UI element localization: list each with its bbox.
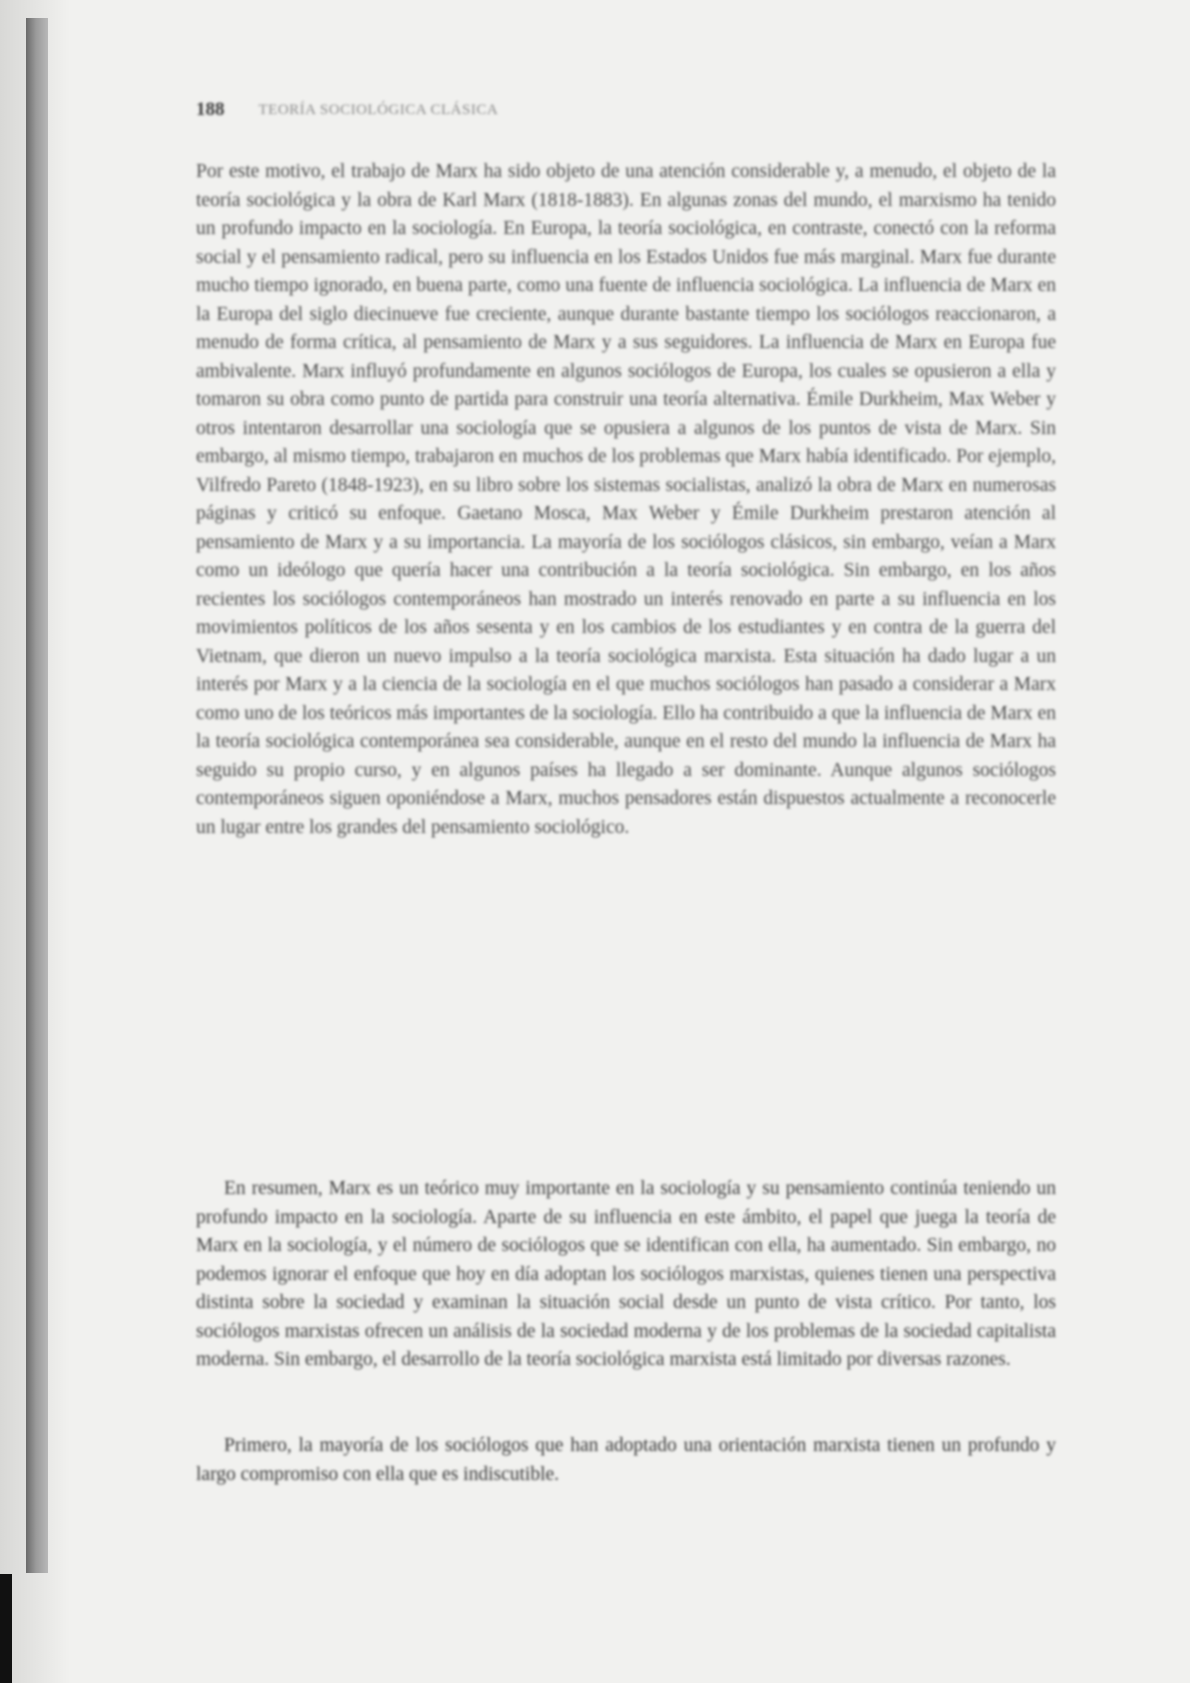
running-title: TEORÍA SOCIOLÓGICA CLÁSICA bbox=[258, 101, 499, 118]
paragraph: Primero, la mayoría de los sociólogos que han adoptado una orientación marxista tienen un profundo y largo compromiso con ella que es indiscutible. bbox=[196, 1435, 1056, 1485]
paragraph: Por este motivo, el trabajo de Marx ha sido objeto de una atención considerable y, a menudo, el objeto de la teoría sociológica y la obra de Karl Marx (1818-1883). En algunas zonas del mundo, el marxismo ha tenido un profundo impacto en la sociología. En Europa, la teoría sociológica, en contraste, conectó con la reforma social y el pensamiento radical, pero su influencia en los Estados Unidos fue más marginal. Marx fue durante mucho tiempo ignorado, en buena parte, como una fuente de influencia sociológica. La influencia de Marx en la Europa del siglo diecinueve fue creciente, aunque durante bastante tiempo los sociólogos reaccionaron, a menudo de forma crítica, al pensamiento de Marx y a sus seguidores. La influencia de Marx en Europa fue ambivalente. Marx influyó profundamente en algunos sociólogos de Europa, los cuales se opusieron a ella y tomaron su obra como punto de partida para construir una teoría alternativa. Émile Durkheim, Max Weber y otros intentaron desarrollar una sociología que se opusiera a algunos de los puntos de vista de Marx. Sin embargo, al mismo tiempo, trabajaron en muchos de los problemas que Marx había identificado. Por ejemplo, Vilfredo Pareto (1848-1923), en su libro sobre los sistemas socialistas, analizó la obra de Marx en numerosas páginas y criticó su enfoque. Gaetano Mosca, Max Weber y Émile Durkheim prestaron atención al pensamiento de Marx y a su importancia. La mayoría de los sociólogos clásicos, sin embargo, veían a Marx como un ideólogo que quería hacer una contribución a la teoría sociológica. Sin embargo, en los años recientes los sociólogos contemporáneos han mostrado un interés renovado en parte a su influencia en los movimientos políticos de los años sesenta y en los cambios de los estudiantes y en contra de la guerra del Vietnam, que dieron un nuevo impulso a la teoría sociológica marxista. Esta situación ha dado lugar a un interés por Marx y a la ciencia de la sociología en el que muchos sociólogos han pasado a considerar a Marx como uno de los teóricos más importantes de la sociología. Ello ha contribuido a que la influencia de Marx en la teoría sociológica contemporánea sea considerable, aunque en el resto del mundo la influencia de Marx ha seguido su propio curso, y en algunos países ha llegado a ser dominante. Aunque algunos sociólogos contemporáneos siguen oponiéndose a Marx, muchos pensadores están dispuestos actualmente a reconocerle un lugar entre los grandes del pensamiento sociológico. bbox=[196, 161, 1056, 838]
page-number: 188 bbox=[196, 99, 225, 120]
body-text bbox=[196, 158, 1056, 1490]
scan-corner-shadow bbox=[0, 1574, 12, 1683]
book-binding-shadow bbox=[26, 18, 48, 1573]
paragraph: En resumen, Marx es un teórico muy importante en la sociología y su pensamiento continúa teniendo un profundo impacto en la sociología. Aparte de su influencia en este ámbito, el papel que juega la teoría de Marx en la sociología, y el número de sociólogos que se identifican con ella, ha aumentado. Sin embargo, no podemos ignorar el enfoque que hoy en día adoptan los sociólogos marxistas, quienes tienen una perspectiva distinta sobre la sociedad y examinan la situación social desde un punto de vista crítico. Por tanto, los sociólogos marxistas ofrecen un análisis de la sociedad moderna y de los problemas de la sociedad capitalista moderna. Sin embargo, el desarrollo de la teoría sociológica marxista está limitado por diversas razones. bbox=[196, 1178, 1056, 1370]
running-header bbox=[196, 96, 1056, 124]
